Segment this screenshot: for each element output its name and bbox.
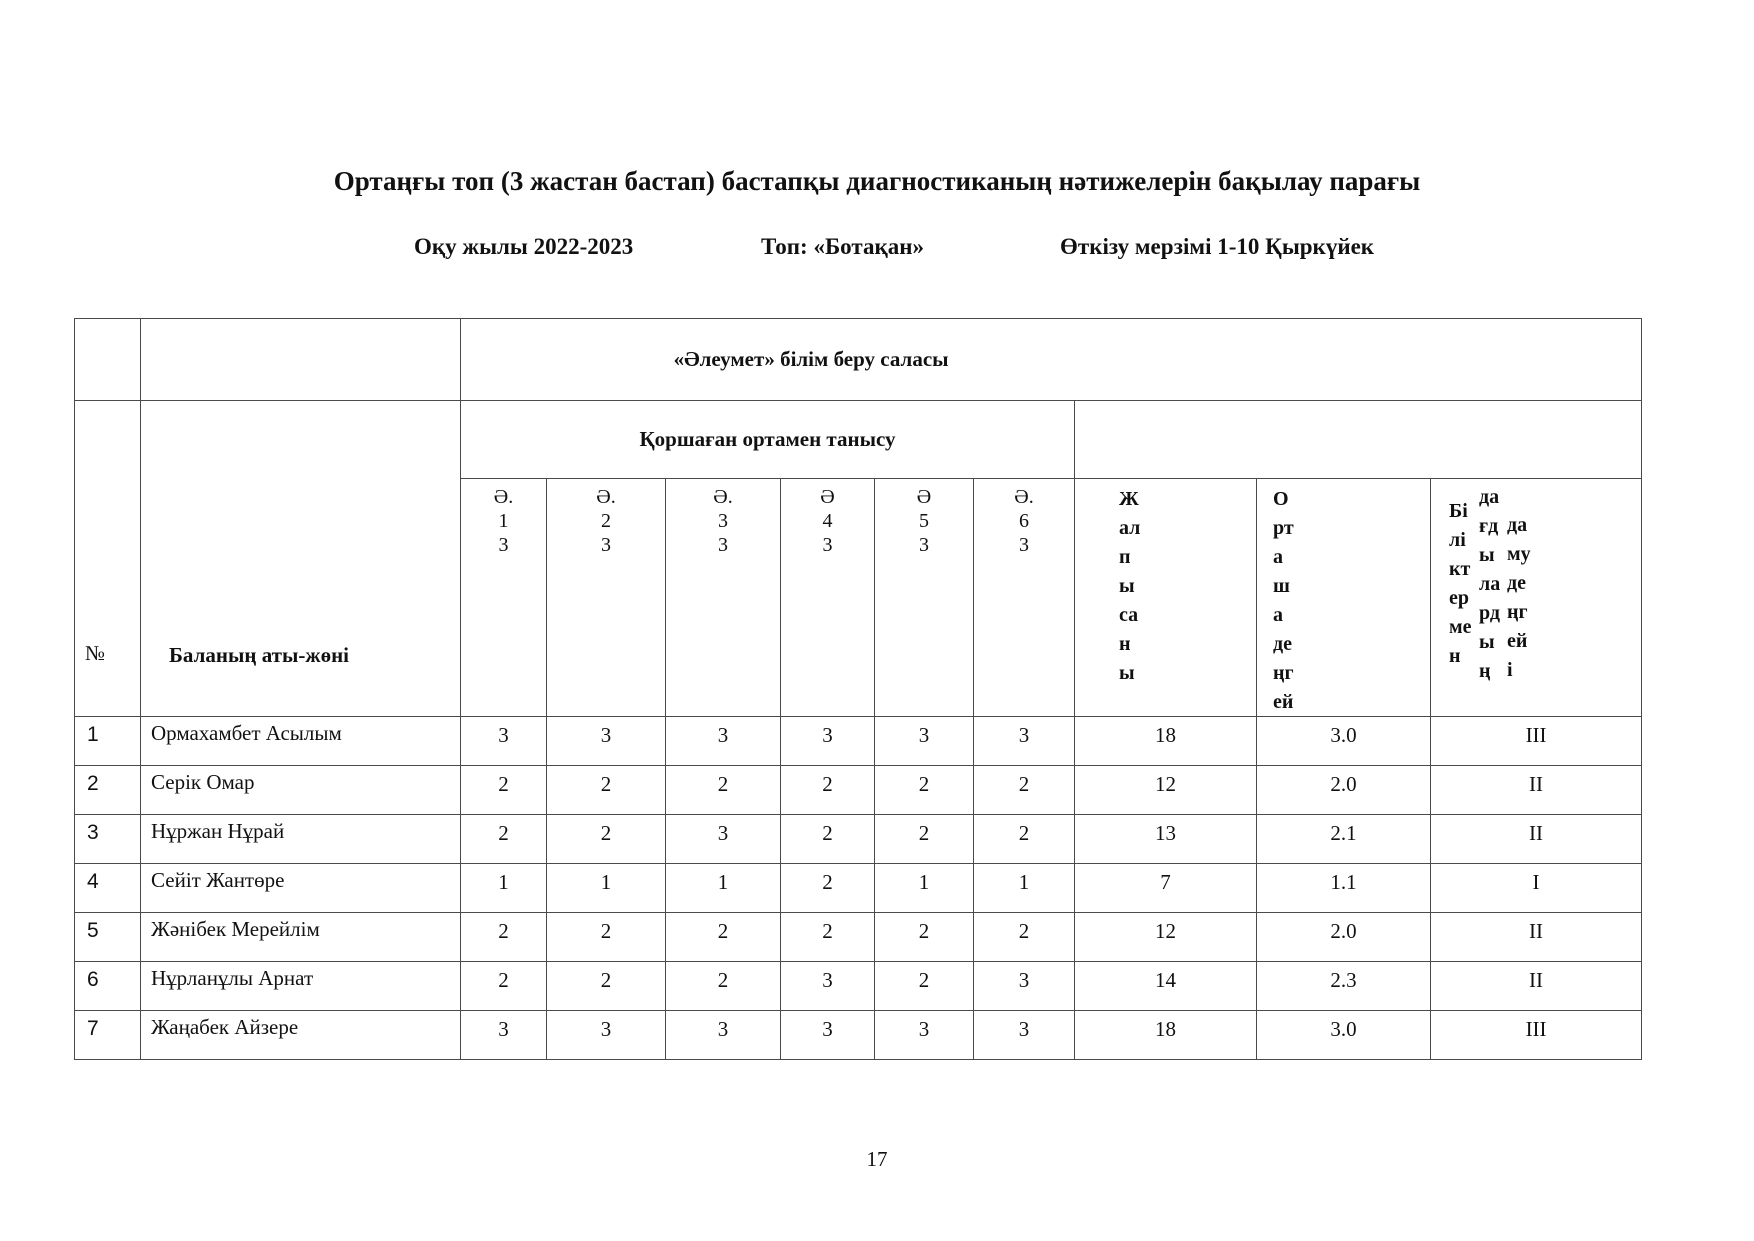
average-cell: 2.1 bbox=[1257, 815, 1431, 864]
criterion-code: Ә bbox=[820, 486, 835, 508]
total-header-fragment: са bbox=[1119, 604, 1139, 626]
total-cell: 18 bbox=[1075, 1011, 1257, 1060]
child-name: Ормахамбет Асылым bbox=[141, 717, 461, 766]
row-number: 3 bbox=[75, 815, 141, 864]
score-cell: 2 bbox=[461, 962, 547, 1011]
criterion-code: 3 bbox=[601, 534, 611, 556]
criterion-code: Ә. bbox=[596, 486, 616, 508]
page-title: Ортаңғы топ (3 жастан бастап) бастапқы диагностиканың нәтижелерін бақылау парағы bbox=[333, 166, 1421, 196]
level-header-fragment: рд bbox=[1479, 602, 1500, 624]
header-empty-summary bbox=[1075, 401, 1642, 479]
total-cell: 13 bbox=[1075, 815, 1257, 864]
level-header-fragment: лі bbox=[1449, 529, 1466, 551]
criterion-code: Ә. bbox=[493, 486, 514, 508]
table-row bbox=[75, 864, 1642, 913]
criterion-code: 4 bbox=[822, 510, 833, 532]
score-cell: 2 bbox=[781, 766, 875, 815]
score-cell: 2 bbox=[875, 766, 974, 815]
criterion-2-header bbox=[547, 479, 666, 717]
level-header-fragment: да bbox=[1479, 486, 1500, 508]
average-cell: 1.1 bbox=[1257, 864, 1431, 913]
average-header-fragment: О bbox=[1273, 488, 1289, 510]
criterion-code: Ә bbox=[916, 486, 932, 508]
score-cell: 3 bbox=[666, 1011, 781, 1060]
criterion-5-header bbox=[875, 479, 974, 717]
table-row bbox=[75, 717, 1642, 766]
education-area-header: «Әлеумет» білім беру саласы bbox=[461, 319, 1642, 401]
row-number: 6 bbox=[75, 962, 141, 1011]
score-cell: 1 bbox=[666, 864, 781, 913]
score-cell: 1 bbox=[974, 864, 1075, 913]
average-cell: 2.3 bbox=[1257, 962, 1431, 1011]
table-row bbox=[75, 962, 1642, 1011]
score-cell: 2 bbox=[875, 913, 974, 962]
score-cell: 2 bbox=[974, 815, 1075, 864]
score-cell: 2 bbox=[666, 913, 781, 962]
score-cell: 2 bbox=[781, 815, 875, 864]
score-cell: 3 bbox=[974, 717, 1075, 766]
subject-header: Қоршаған ортамен танысу bbox=[461, 401, 1075, 479]
level-header-fragment: ме bbox=[1449, 616, 1472, 638]
average-header-fragment: а bbox=[1273, 546, 1283, 568]
level-header-fragment: да bbox=[1507, 514, 1528, 536]
score-cell: 1 bbox=[461, 864, 547, 913]
criterion-code: 3 bbox=[1019, 534, 1029, 556]
score-cell: 2 bbox=[461, 815, 547, 864]
total-header-fragment: ы bbox=[1119, 575, 1135, 597]
page-number: 17 bbox=[866, 1147, 888, 1171]
child-name: Жаңабек Айзере bbox=[141, 1011, 461, 1060]
average-header-fragment: де bbox=[1273, 633, 1292, 655]
score-cell: 3 bbox=[547, 1011, 666, 1060]
row-number: 7 bbox=[75, 1011, 141, 1060]
child-name: Серік Омар bbox=[141, 766, 461, 815]
table-body bbox=[75, 717, 1642, 1060]
score-cell: 2 bbox=[875, 815, 974, 864]
academic-year: Оқу жылы 2022-2023 bbox=[414, 234, 634, 259]
total-cell: 12 bbox=[1075, 766, 1257, 815]
row-number: 1 bbox=[75, 717, 141, 766]
table-row bbox=[75, 1011, 1642, 1060]
level-cell: II bbox=[1431, 815, 1642, 864]
score-cell: 2 bbox=[547, 815, 666, 864]
total-cell: 14 bbox=[1075, 962, 1257, 1011]
average-header-fragment: рт bbox=[1273, 517, 1294, 539]
criterion-code: 5 bbox=[919, 510, 929, 532]
score-cell: 3 bbox=[666, 717, 781, 766]
table-row bbox=[75, 815, 1642, 864]
level-column-header bbox=[1431, 479, 1642, 717]
child-name: Нұрланұлы Арнат bbox=[141, 962, 461, 1011]
score-cell: 3 bbox=[875, 717, 974, 766]
child-name: Жәнібек Мерейлім bbox=[141, 913, 461, 962]
criterion-code: 3 bbox=[718, 510, 728, 532]
score-cell: 2 bbox=[666, 962, 781, 1011]
criterion-code: 3 bbox=[498, 534, 509, 556]
score-cell: 2 bbox=[547, 962, 666, 1011]
average-header-fragment: ей bbox=[1273, 691, 1294, 713]
header-empty-no bbox=[75, 319, 141, 401]
score-cell: 3 bbox=[974, 1011, 1075, 1060]
level-cell: III bbox=[1431, 717, 1642, 766]
average-cell: 2.0 bbox=[1257, 913, 1431, 962]
criterion-code: 6 bbox=[1019, 510, 1029, 532]
score-cell: 3 bbox=[461, 1011, 547, 1060]
score-cell: 2 bbox=[461, 913, 547, 962]
child-name: Нұржан Нұрай bbox=[141, 815, 461, 864]
level-cell: I bbox=[1431, 864, 1642, 913]
average-cell: 2.0 bbox=[1257, 766, 1431, 815]
level-header-fragment: му bbox=[1507, 543, 1531, 565]
average-header-fragment: а bbox=[1273, 604, 1283, 626]
score-cell: 2 bbox=[974, 766, 1075, 815]
average-cell: 3.0 bbox=[1257, 717, 1431, 766]
level-header-fragment: і bbox=[1507, 659, 1513, 681]
score-cell: 2 bbox=[461, 766, 547, 815]
table-row bbox=[75, 913, 1642, 962]
level-header-fragment: Бі bbox=[1449, 500, 1468, 522]
score-cell: 2 bbox=[781, 864, 875, 913]
level-header-fragment: н bbox=[1449, 645, 1461, 667]
level-header-fragment: де bbox=[1507, 572, 1526, 594]
criterion-code: 3 bbox=[822, 534, 833, 556]
level-cell: II bbox=[1431, 962, 1642, 1011]
score-cell: 1 bbox=[875, 864, 974, 913]
average-header-fragment: ш bbox=[1273, 575, 1290, 597]
total-header-fragment: Ж bbox=[1119, 488, 1139, 510]
group-name: Топ: «Ботақан» bbox=[761, 234, 924, 259]
total-cell: 7 bbox=[1075, 864, 1257, 913]
criterion-6-header bbox=[974, 479, 1075, 717]
score-cell: 1 bbox=[547, 864, 666, 913]
row-number: 4 bbox=[75, 864, 141, 913]
total-header-fragment: п bbox=[1119, 546, 1131, 568]
level-header-fragment: ң bbox=[1479, 660, 1491, 682]
score-cell: 3 bbox=[781, 717, 875, 766]
total-column-header bbox=[1075, 479, 1257, 717]
level-header-fragment: ер bbox=[1449, 587, 1469, 609]
criterion-4-header bbox=[781, 479, 875, 717]
criterion-code: 3 bbox=[718, 534, 728, 556]
total-header-fragment: ал bbox=[1119, 517, 1141, 539]
score-cell: 3 bbox=[781, 1011, 875, 1060]
score-cell: 3 bbox=[461, 717, 547, 766]
total-cell: 18 bbox=[1075, 717, 1257, 766]
row-number: 5 bbox=[75, 913, 141, 962]
criterion-code: 3 bbox=[919, 534, 929, 556]
score-cell: 2 bbox=[875, 962, 974, 1011]
number-column-header: № bbox=[75, 401, 141, 717]
score-cell: 2 bbox=[666, 766, 781, 815]
level-cell: III bbox=[1431, 1011, 1642, 1060]
level-header-fragment: ла bbox=[1479, 573, 1501, 595]
row-number: 2 bbox=[75, 766, 141, 815]
criterion-code: Ә. bbox=[1014, 486, 1034, 508]
score-cell: 3 bbox=[974, 962, 1075, 1011]
total-header-fragment: н bbox=[1119, 633, 1131, 655]
score-cell: 3 bbox=[547, 717, 666, 766]
average-header-fragment: ңг bbox=[1273, 662, 1294, 684]
score-cell: 3 bbox=[666, 815, 781, 864]
level-header-fragment: ңг bbox=[1507, 601, 1528, 623]
score-cell: 2 bbox=[781, 913, 875, 962]
level-header-fragment: ы bbox=[1479, 544, 1495, 566]
total-header-fragment: ы bbox=[1119, 662, 1135, 684]
level-cell: II bbox=[1431, 766, 1642, 815]
score-cell: 3 bbox=[781, 962, 875, 1011]
score-cell: 3 bbox=[875, 1011, 974, 1060]
level-cell: II bbox=[1431, 913, 1642, 962]
header-empty-name bbox=[141, 319, 461, 401]
level-header-fragment: ей bbox=[1507, 630, 1528, 652]
criterion-code: 2 bbox=[601, 510, 611, 532]
level-header-fragment: кт bbox=[1449, 558, 1471, 580]
table-row bbox=[75, 766, 1642, 815]
score-cell: 2 bbox=[547, 766, 666, 815]
score-cell: 2 bbox=[547, 913, 666, 962]
diagnostic-table bbox=[74, 318, 1641, 1060]
total-cell: 12 bbox=[1075, 913, 1257, 962]
criterion-code: 1 bbox=[498, 510, 509, 532]
child-name: Сейіт Жантөре bbox=[141, 864, 461, 913]
criterion-1-header bbox=[461, 479, 547, 717]
name-column-header: Баланың аты-жөні bbox=[141, 401, 461, 717]
period: Өткізу мерзімі 1-10 Қыркүйек bbox=[1060, 234, 1375, 259]
criterion-code: Ә. bbox=[713, 486, 733, 508]
average-column-header bbox=[1257, 479, 1431, 717]
criterion-3-header bbox=[666, 479, 781, 717]
score-cell: 2 bbox=[974, 913, 1075, 962]
average-cell: 3.0 bbox=[1257, 1011, 1431, 1060]
level-header-fragment: ы bbox=[1479, 631, 1495, 653]
level-header-fragment: ғд bbox=[1479, 515, 1499, 537]
